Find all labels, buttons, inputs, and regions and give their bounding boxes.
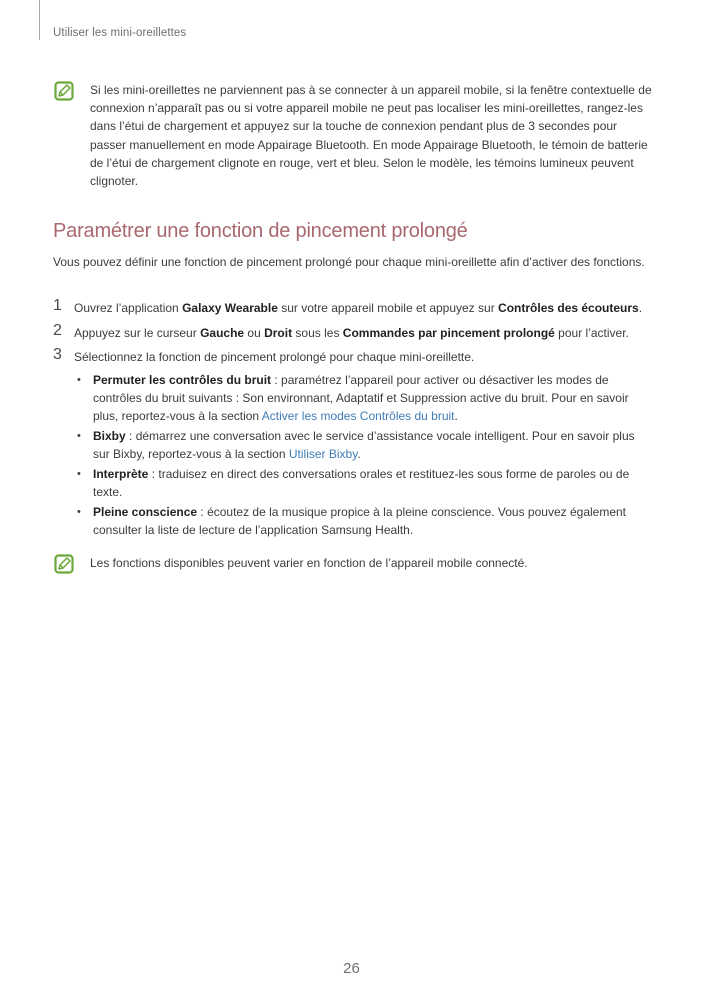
step-number: 3 — [53, 346, 62, 364]
option-name: Bixby — [93, 428, 126, 443]
step-text: sur votre appareil mobile et appuyez sur — [277, 301, 499, 315]
step-2 — [53, 321, 663, 342]
link-noise-controls[interactable]: Activer les modes Contrôles du bruit — [261, 409, 455, 424]
option-name: Permuter les contrôles du bruit — [93, 372, 272, 387]
step-1 — [53, 299, 663, 317]
punctuation: . — [357, 446, 361, 461]
link-bixby[interactable]: Utiliser Bixby — [288, 446, 358, 461]
list-item — [74, 503, 653, 539]
list-item — [74, 465, 653, 501]
step-text: Ouvrez l’application — [74, 301, 183, 315]
option-description: : traduisez en direct des conversations orales et restituez-les sous forme de paroles ou de texte. — [93, 466, 630, 499]
step-text: Sélectionnez la fonction de pincement prolongé pour chaque mini-oreillette. — [74, 350, 475, 365]
function-options-list — [74, 371, 663, 539]
step-text: ou — [244, 325, 265, 340]
menu-name: Contrôles des écouteurs — [498, 301, 639, 315]
punctuation: . — [454, 409, 458, 424]
note-pencil-icon — [54, 81, 74, 101]
option-left: Gauche — [200, 325, 245, 340]
app-name: Galaxy Wearable — [182, 301, 278, 315]
option-name: Interprète — [93, 466, 149, 481]
section-intro: Vous pouvez définir une fonction de pincement prolongé pour chaque mini-oreillette afin d’activer des fonctions. — [53, 255, 645, 269]
option-description: : démarrez une conversation avec le service d’assistance vocale intelligent. Pour en savoir plus sur Bixby, reportez-vous à la section — [93, 428, 635, 461]
option-description: : paramétrez l’appareil pour activer ou désactiver les modes de contrôles du bruit suivants : Son environnant, Adaptatif et Suppression active du bruit. Pour en savoir plus, reportez-vous à la section — [93, 372, 629, 424]
header-rule — [39, 0, 40, 40]
step-number: 1 — [53, 297, 62, 314]
list-item — [74, 427, 653, 463]
steps-list — [53, 299, 663, 545]
option-description: : écoutez de la musique propice à la pleine conscience. Vous pouvez également consulter la liste de lecture de l’application Samsung Health. — [93, 504, 627, 537]
step-number: 2 — [53, 321, 62, 339]
list-item — [74, 371, 653, 426]
note-bottom-text: Les fonctions disponibles peuvent varier en fonction de l’appareil mobile connecté. — [90, 556, 528, 570]
section-title: Paramétrer une fonction de pincement prolongé — [53, 220, 468, 242]
step-text: . — [638, 301, 643, 315]
option-right: Droit — [264, 325, 293, 340]
page-number: 26 — [343, 960, 360, 977]
note-pencil-icon — [54, 554, 74, 574]
step-text: Appuyez sur le curseur — [74, 325, 201, 340]
step-text: sous les — [292, 325, 343, 340]
note-top-text: Si les mini-oreillettes ne parviennent pas à se connecter à un appareil mobile, si la fenêtre contextuelle de connexion n’apparaît pas ou si votre appareil mobile ne peut pas localiser les mini-oreillettes, rangez-les dans l’étui de chargement et appuyez sur la touche de connexion pendant plus de 3 secondes pour passer manuellement en mode Appairage Bluetooth. En mode Appairage Bluetooth, le témoin de batterie de l’étui de chargement clignote en rouge, vert et bleu. Selon le modèle, les témoins lumineux peuvent clignoter. — [90, 83, 652, 189]
running-header: Utiliser les mini-oreillettes — [53, 27, 187, 39]
menu-name: Commandes par pincement prolongé — [342, 325, 555, 340]
step-3 — [53, 348, 663, 539]
option-name: Pleine conscience — [93, 504, 198, 519]
step-text: pour l’activer. — [554, 325, 629, 340]
